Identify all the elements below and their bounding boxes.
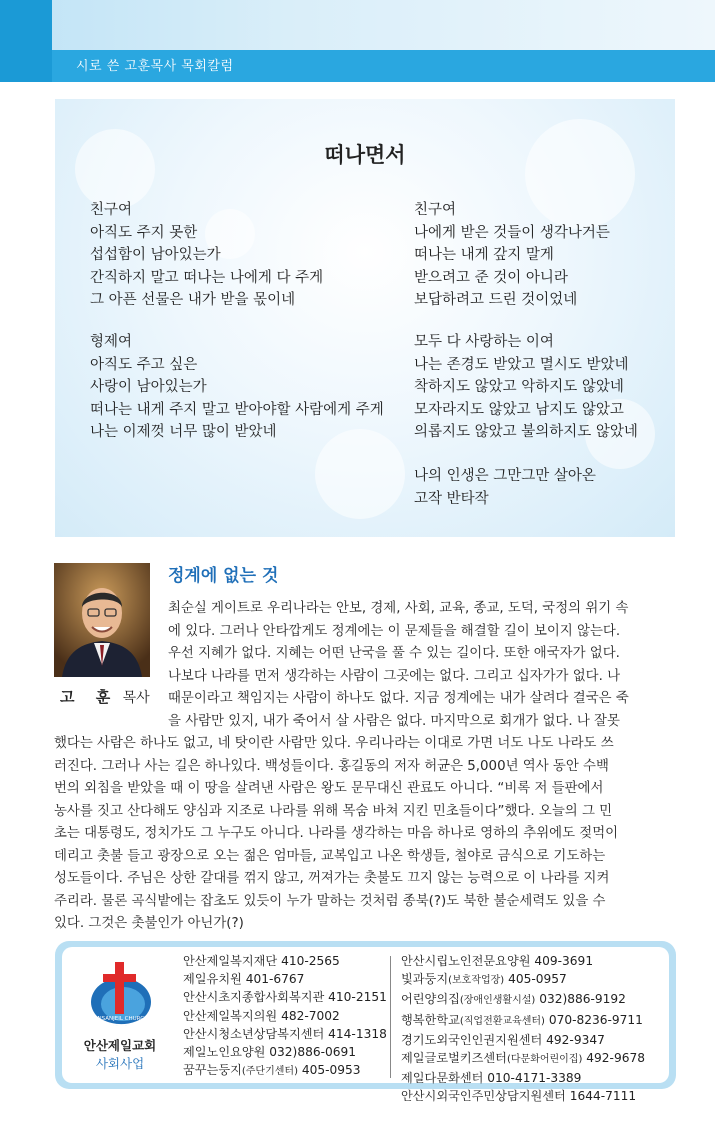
directory-name: 안산제일복지재단 <box>183 954 278 968</box>
header-accent <box>0 0 52 82</box>
poem-line: 받으려고 준 것이 아니라 <box>414 269 568 286</box>
org-name: 안산제일교회 <box>83 1038 157 1053</box>
poem-line: 사랑이 남아있는가 <box>90 379 207 395</box>
directory-item <box>401 970 645 990</box>
poem-line: 섭섭함이 남아있는가 <box>90 247 221 263</box>
directory-phone: 405-0957 <box>508 972 567 987</box>
directory-note: (주단기센터) <box>241 1066 298 1078</box>
poem-stanza <box>90 331 384 444</box>
directory-item <box>183 1025 387 1043</box>
directory-item <box>401 952 645 970</box>
directory-name: 제일유치원 <box>183 972 242 987</box>
directory-phone: 032)886-9192 <box>539 992 626 1007</box>
directory-phone: 410-2151 <box>328 990 387 1005</box>
directory-item <box>401 1011 645 1031</box>
column-line: 러진다. 그러나 사는 길은 하나있다. 백성들이다. 홍길동의 저자 허균은 5,000년 역사 동안 수백 <box>54 758 609 774</box>
directory-note: (직업전환교육센터) <box>459 1015 545 1027</box>
directory-name: 꿈꾸는둥지 <box>183 1063 242 1078</box>
poem-line: 나의 인생은 그만그만 살아온 <box>414 468 596 484</box>
directory-name: 안산시외국인주민상담지원센터 <box>401 1089 566 1104</box>
column-line: 에 있다. 그러나 안타깝게도 정계에는 이 문제들을 해결할 길이 보이지 않는다. <box>168 623 621 639</box>
column-line: 있다. 그것은 촛불인가 아닌가(?) <box>54 916 244 931</box>
church-logo <box>75 958 165 1038</box>
directory-note: (다문화어린이집) <box>506 1054 583 1066</box>
poem-line: 모두 다 사랑하는 이여 <box>414 334 554 350</box>
poem-line: 그 아픈 선물은 내가 받을 몫이네 <box>90 292 296 308</box>
author-label <box>60 686 150 707</box>
directory-phone: 401-6767 <box>245 972 305 987</box>
directory-item <box>183 1061 387 1081</box>
poem-line: 나는 이제껏 너무 많이 받았네 <box>90 424 277 440</box>
poem-stanza <box>414 465 596 510</box>
directory-phone: 070-8236-9711 <box>548 1012 643 1027</box>
directory-item <box>183 1007 387 1025</box>
poem-panel <box>55 99 675 537</box>
column-line: 나보다 나라를 먼저 생각하는 사람이 그곳에는 없다. 그리고 십자가가 없다. 나 <box>168 668 621 684</box>
directory-name: 경기도외국인인권지원센터 <box>401 1032 543 1047</box>
directory-item <box>183 988 387 1006</box>
poem-line: 간직하지 말고 떠나는 나에게 다 주게 <box>90 269 324 286</box>
directory-name: 어린양의집 <box>401 992 460 1007</box>
poem-line: 떠나는 내게 주지 말고 받아야할 사람에게 주게 <box>90 401 384 418</box>
poem-line: 친구여 <box>90 202 133 218</box>
directory-name: 안산시립노인전문요양원 <box>401 954 531 968</box>
poem-stanza <box>414 331 638 444</box>
column-line: 농사를 짓고 산다해도 양심과 지조로 나라를 위해 목숨 바쳐 지킨 민초들이다”했다. 오늘의 그 민 <box>54 803 613 819</box>
directory-phone: 410-2565 <box>281 954 340 968</box>
directory-item <box>183 952 387 970</box>
poem-line: 나는 존경도 받았고 멸시도 받았네 <box>414 356 629 373</box>
poem-line: 나에게 받은 것들이 생각나거든 <box>414 224 610 241</box>
poem-line: 의롭지도 않았고 불의하지도 않았네 <box>414 424 638 440</box>
column-line: 성도들이다. 주님은 상한 갈대를 꺾지 않고, 꺼져가는 촛불도 끄지 않는 능력으로 이 나라를 지켜 <box>54 871 610 886</box>
column-line: 했다는 사람은 하나도 없고, 네 탓이란 사람만 있다. 우리나라는 이대로 가면 너도 나도 나라도 쓰 <box>54 736 614 751</box>
directory-name: 제일노인요양원 <box>183 1045 266 1060</box>
column-line: 데리고 촛불 들고 광장으로 오는 젊은 엄마들, 교복입고 나온 학생들, 철야로 금식으로 기도하는 <box>54 848 606 864</box>
directory-note: (장애인생활시설) <box>459 995 536 1007</box>
poem-line: 아직도 주고 싶은 <box>90 356 198 373</box>
directory-item <box>401 1049 645 1069</box>
directory-phone: 492-9347 <box>546 1032 605 1047</box>
directory-phone: 492-9678 <box>586 1051 645 1066</box>
column-line: 때문이라고 책임지는 사람이 하나도 없다. 지금 정계에는 내가 살려다 결국은 죽 <box>168 691 629 706</box>
logo-wordmark: ANSANJEIL CHURCH <box>93 1016 149 1022</box>
section-title: 시로 쓴 고훈목사 목회칼럼 <box>76 59 234 74</box>
poem-line: 형제여 <box>90 334 133 350</box>
author-name: 고 훈 <box>60 688 119 706</box>
column-line: 번의 외침을 받았을 때 이 땅을 살려낸 사람은 왕도 문무대신 관료도 아니다. “비록 저 들판에서 <box>54 781 604 796</box>
poem-stanza <box>90 199 323 312</box>
directory-item <box>401 1087 645 1105</box>
poem-line: 떠나는 내게 갚지 말게 <box>414 247 554 263</box>
poem-title: 떠나면서 <box>324 143 406 167</box>
column-line: 최순실 게이트로 우리나라는 안보, 경제, 사회, 교육, 종교, 도덕, 국정의 위기 속 <box>168 601 629 616</box>
author-photo <box>54 563 150 677</box>
directory-name: 제일글로벌키즈센터 <box>401 1051 507 1066</box>
directory-phone: 032)886-0691 <box>269 1045 356 1060</box>
poem-line: 착하지도 않았고 악하지도 않았네 <box>414 379 624 395</box>
directory-name: 제일다문화센터 <box>401 1071 484 1086</box>
directory-phone: 482-7002 <box>281 1008 340 1023</box>
poem-line: 친구여 <box>414 202 457 218</box>
column-line: 을 사람만 있지, 내가 죽어서 살 사람은 없다. 마지막으로 회개가 없다. 나 잘못 <box>168 713 620 729</box>
directory-phone: 414-1318 <box>328 1026 387 1041</box>
directory-name: 빛과둥지 <box>401 972 449 987</box>
poem-stanza <box>414 199 610 312</box>
org-sub: 사회사업 <box>95 1056 145 1071</box>
column-title: 정계에 없는 것 <box>168 566 279 586</box>
author-title: 목사 <box>122 690 150 706</box>
directory-phone: 405-0953 <box>301 1063 361 1078</box>
column-line: 우선 지혜가 없다. 지혜는 어떤 난국을 풀 수 있는 길이다. 또한 애국자가 없다. <box>168 646 620 661</box>
directory-name: 안산제일복지의원 <box>183 1008 278 1023</box>
column-body-wide <box>54 733 618 936</box>
directory-item <box>401 990 645 1010</box>
poem-line: 고작 반타작 <box>414 490 489 507</box>
column-line: 초는 대통령도, 정치가도 그 누구도 아니다. 나라를 생각하는 마음 하나로 영하의 추위에도 젖먹이 <box>54 826 619 841</box>
directory-item <box>401 1031 645 1049</box>
directory-left <box>183 952 387 1081</box>
poem-line: 모자라지도 않았고 남지도 않았고 <box>414 401 624 418</box>
poem-line: 보답하려고 드린 것이었네 <box>414 292 578 308</box>
poem-line: 아직도 주지 못한 <box>90 224 198 241</box>
directory-item <box>183 1043 387 1061</box>
directory-right <box>401 952 645 1106</box>
directory-item <box>183 970 387 988</box>
directory-name: 안산시청소년상담복지센터 <box>183 1026 325 1041</box>
directory-note: (보호작업장) <box>448 975 505 987</box>
directory-phone: 1644-7111 <box>569 1089 637 1104</box>
column-line: 주리라. 물론 곡식밭에는 잡초도 있듯이 누가 말하는 것처럼 종북(?)도 북한 불순세력도 있을 수 <box>54 893 606 909</box>
column-body-narrow <box>168 598 629 733</box>
directory-phone: 409-3691 <box>534 954 594 968</box>
directory-name: 행복한학교 <box>401 1012 460 1027</box>
church-logo-icon <box>75 958 165 1038</box>
author-portrait-icon <box>54 563 150 677</box>
directory-name: 안산시초지종합사회복지관 <box>183 990 325 1005</box>
directory-item <box>401 1069 645 1087</box>
directory-divider <box>390 956 391 1078</box>
directory-phone: 010-4171-3389 <box>487 1071 582 1086</box>
